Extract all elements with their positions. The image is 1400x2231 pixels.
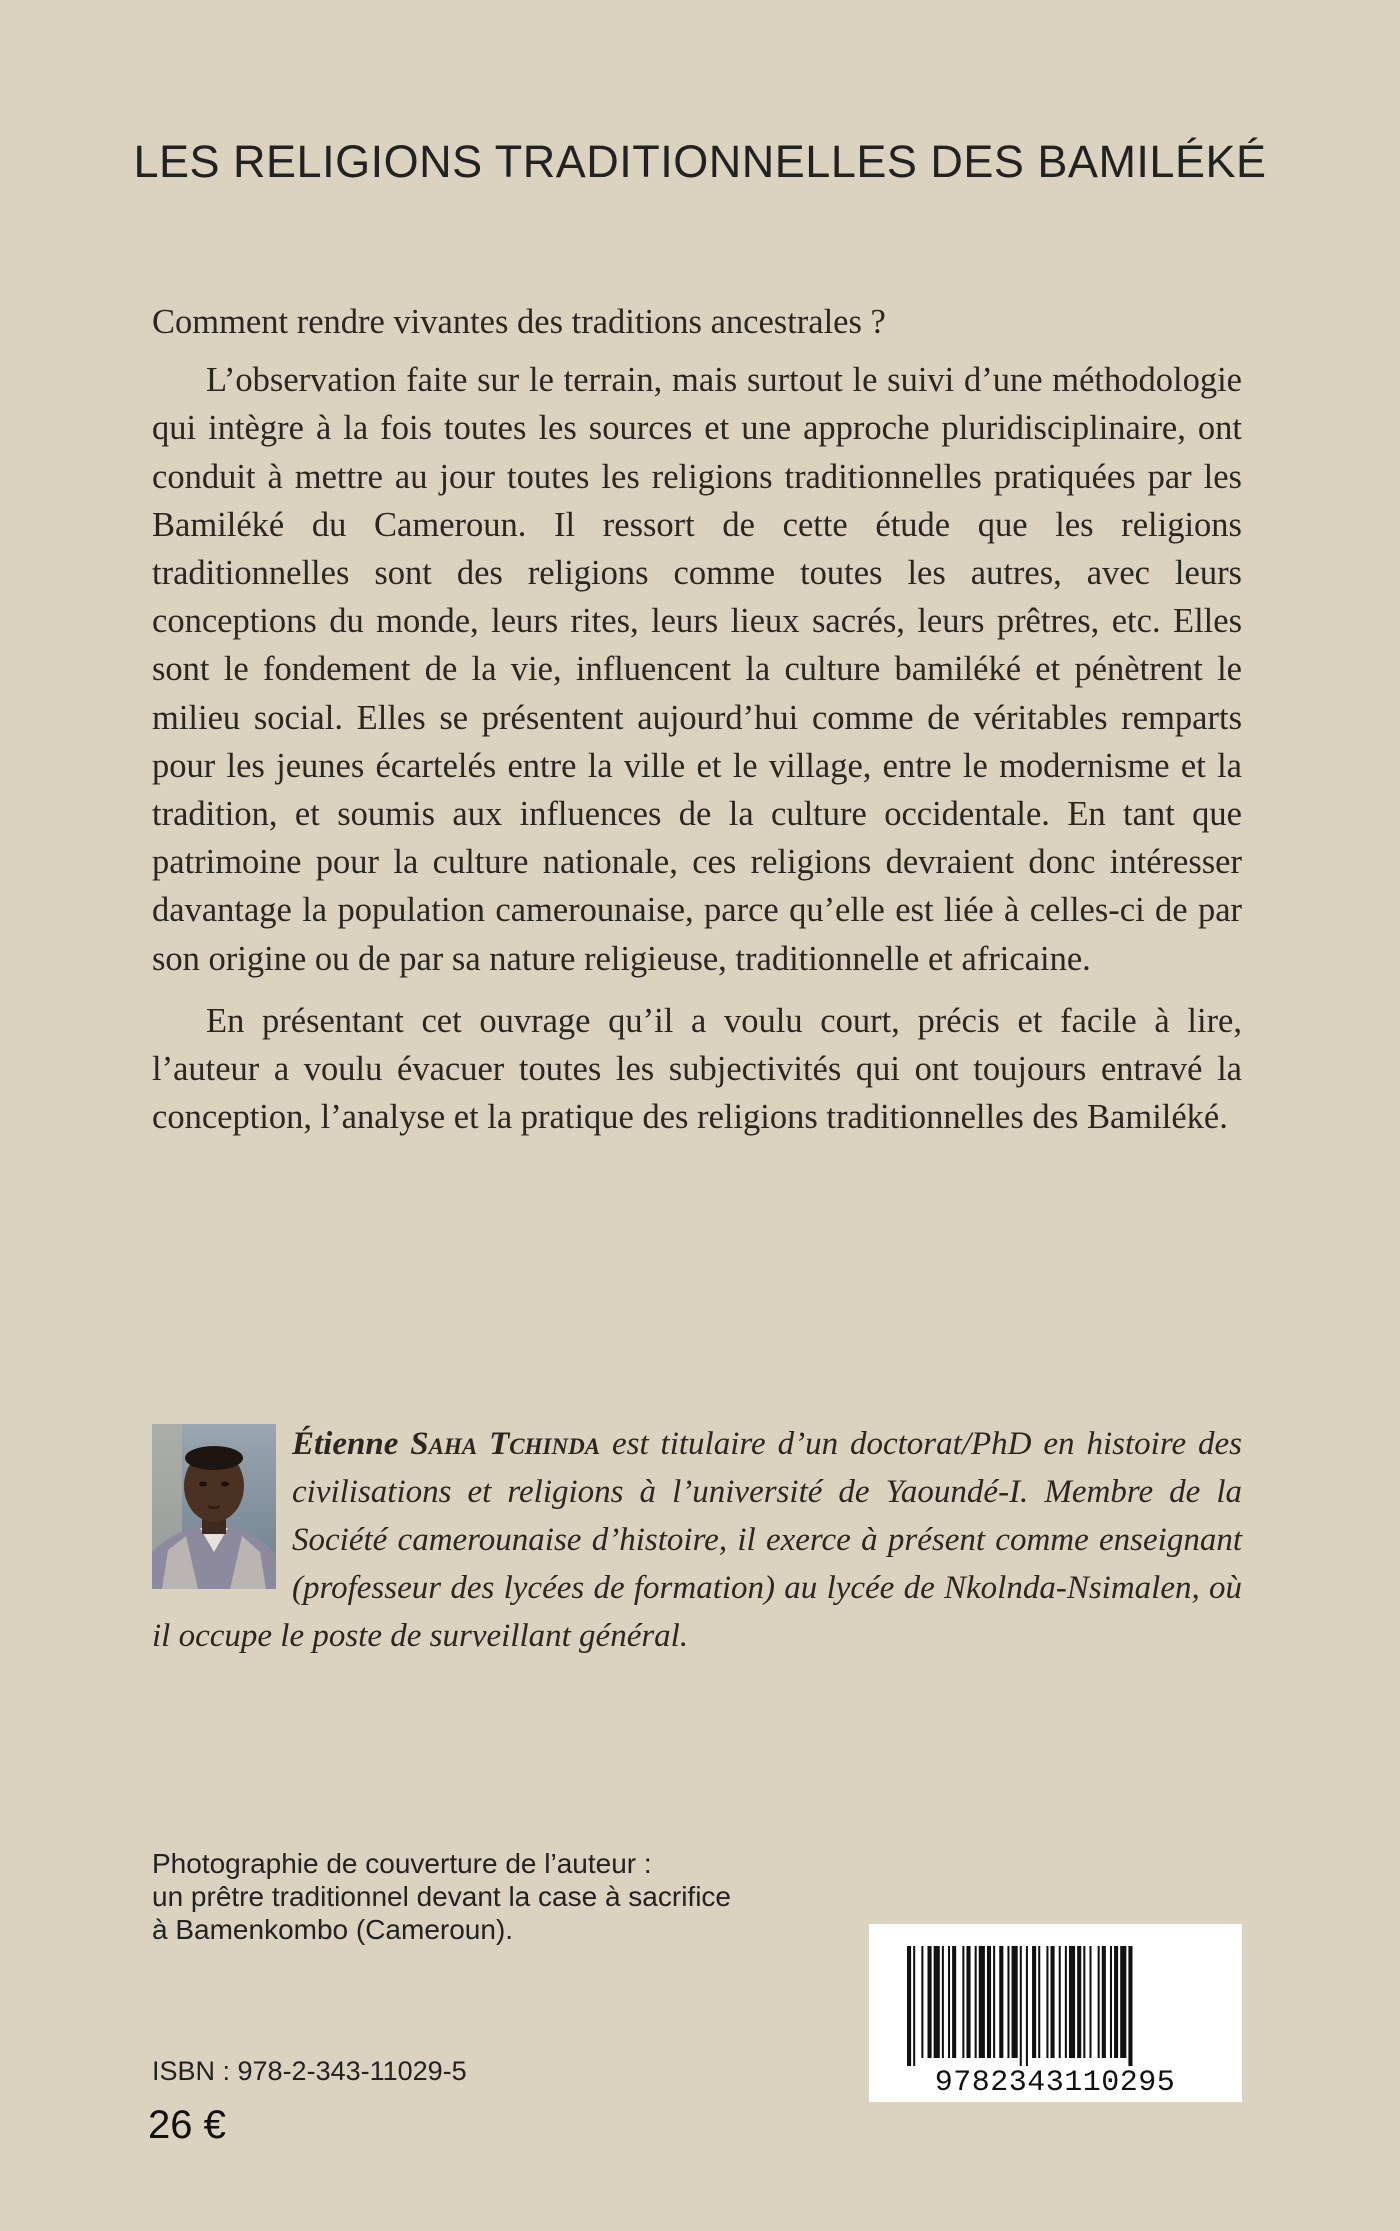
barcode (869, 1924, 1242, 2102)
barcode-bar (1038, 1946, 1040, 2058)
barcode-bar (1059, 1946, 1061, 2058)
barcode-bar (952, 1946, 956, 2058)
author-bio (152, 1420, 1242, 1660)
barcode-bar (1120, 1946, 1126, 2058)
barcode-bar (1110, 1946, 1112, 2058)
barcode-bar (1069, 1946, 1075, 2058)
photo-credit (152, 1847, 852, 1946)
blurb-question: Comment rendre vivantes des traditions ancestrales ? (152, 303, 886, 341)
barcode-bar (962, 1946, 964, 2058)
barcode-bar (1065, 1946, 1067, 2058)
barcode-bar (913, 1946, 915, 2066)
barcode-digits: 9782343110295 (934, 2066, 1176, 2100)
photo-credit-line: un prêtre traditionnel devant la case à sacrifice (152, 1881, 731, 1912)
barcode-bar (928, 1946, 932, 2058)
barcode-bar (975, 1946, 977, 2058)
barcode-bar (1128, 1946, 1132, 2066)
book-title: LES RELIGIONS TRADITIONNELLES DES BAMILÉKÉ (133, 136, 1267, 187)
barcode-bar (1012, 1946, 1018, 2058)
author-name (292, 1426, 600, 1462)
barcode-bar (934, 1946, 940, 2058)
author-bio-text: est titulaire d’un doctorat/PhD en histoire des civilisations et religions à l’université de Yaoundé-I. Membre de la Société camerounaise d’histoire, il exerce à présent comme enseignant (professeur des lycées de formation) au lycée de Nkolnda-Nsimalen, où il occupe le poste de surveillant général. (152, 1426, 1242, 1654)
barcode-bar (1020, 1946, 1022, 2066)
barcode-bar (1007, 1946, 1009, 2058)
barcode-bar (948, 1946, 950, 2058)
barcode-bar (1077, 1946, 1081, 2058)
barcode-bar (942, 1946, 944, 2058)
barcode-bar (921, 1946, 923, 2058)
blurb-paragraph: En présentant cet ouvrage qu’il a voulu court, précis et facile à lire, l’auteur a voulu évacuer toutes les subjectivités qui ont toujours entravé la conception, l’analyse et la pratique des religions traditionnelles des Bamiléké. (152, 1001, 1242, 1137)
barcode-bar (979, 1946, 985, 2058)
barcode-image (869, 1924, 1242, 2102)
barcode-bar (987, 1946, 991, 2058)
barcode-bar (1026, 1946, 1028, 2066)
price: 26 € (148, 2103, 226, 2147)
barcode-bar (1098, 1946, 1100, 2058)
barcode-bar (1051, 1946, 1055, 2058)
blurb-paragraph: L’observation faite sur le terrain, mais surtout le suivi d’une méthodologie qui intègre à la fois toutes les sources et une approche pluridisciplinaire, ont conduit à mettre au jour toutes les religions traditionnelles pratiquées par les Bamiléké du Cameroun. Il ressort de cette étude que les religions traditionnelles sont des religions comme toutes les autres, avec leurs conceptions du monde, leurs rites, leurs lieux sacrés, leurs prêtres, etc. Elles sont le fondement de la vie, influencent la culture bamiléké et pénètrent le milieu social. Elles se présentent aujourd’hui comme de véritables remparts pour les jeunes écartelés entre la ville et le village, entre le modernisme et la tradition, et soumis aux influences de la culture occidentale. En tant que patrimoine pour la culture nationale, ces religions devraient donc intéresser davantage la population camerounaise, parce qu’elle est liée à celles-ci de par son origine ou de par sa nature religieuse, traditionnelle et africaine. (152, 361, 1242, 978)
isbn: ISBN : 978-2-343-11029-5 (152, 2056, 467, 2086)
photo-credit-line: Photographie de couverture de l’auteur : (152, 1848, 652, 1879)
barcode-bar (1083, 1946, 1085, 2058)
barcode-bar (1114, 1946, 1118, 2058)
author-first-name: Étienne (292, 1426, 399, 1462)
barcode-bar (993, 1946, 995, 2058)
barcode-bar (907, 1946, 911, 2066)
barcode-bar (1102, 1946, 1106, 2058)
blurb (152, 298, 1242, 1141)
photo-credit-line: à Bamenkombo (Cameroun). (152, 1914, 514, 1945)
photo-spacer (152, 1420, 292, 1598)
barcode-bar (1046, 1946, 1048, 2058)
barcode-bar (999, 1946, 1003, 2058)
barcode-bar (966, 1946, 970, 2058)
author-last-name: Saha Tchinda (410, 1426, 601, 1462)
barcode-bar (1089, 1946, 1091, 2058)
barcode-bar (1032, 1946, 1036, 2058)
